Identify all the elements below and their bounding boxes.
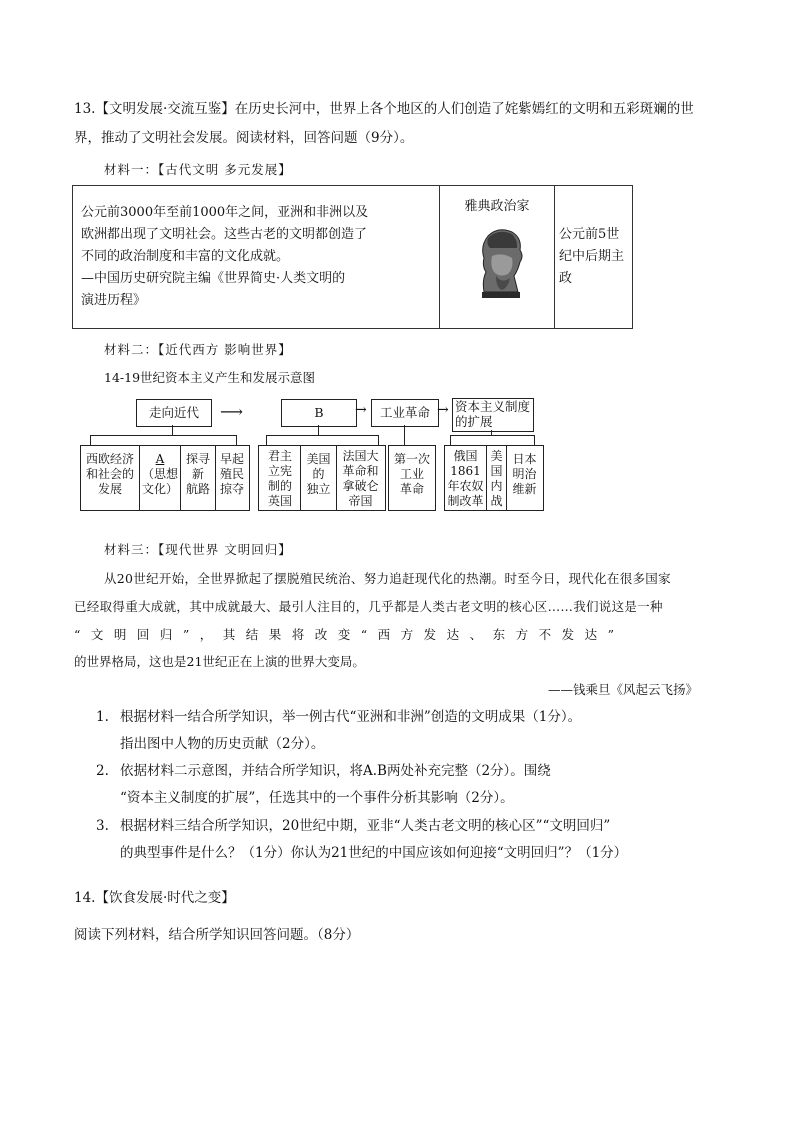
material3-line: 的世界格局，这也是21世纪正在上演的世界大变局。 [74,654,365,669]
cell-text: 探寻 [185,452,210,466]
material3-line: “文明回归”，其结果将改变“西方发达、东方不发达” [74,627,625,642]
connector-line [266,435,267,445]
side-text-line: 公元前5世 [559,227,620,242]
connector-line [378,435,379,445]
material1-text-line: —中国历史研究院主编《世界简史·人类文明的 [81,271,346,286]
material1-table [72,185,633,329]
cell-text: 年农奴 [447,479,484,493]
diagram-title: 14-19世纪资本主义产生和发展示意图 [104,370,316,385]
cell-text: 内 [490,479,503,493]
cell-text: 革命和 [342,464,379,478]
cell-text: 的 [312,467,325,481]
separator [180,446,181,510]
connector-line [90,435,91,445]
cell-meiji [507,452,542,497]
material1-text-line: 演进历程》 [81,293,147,308]
cell-text: 制改革 [447,494,484,508]
side-text-line: 纪中后期主 [559,249,625,264]
material1-text-line: 不同的政治制度和丰富的文化成就。 [81,249,290,264]
cell-text: 日本 [512,452,537,466]
cell-text: 航路 [185,482,210,496]
material2-label: 材料二：【近代西方 影响世界】 [104,342,292,357]
question-number: 1. [96,709,109,725]
cell-text: 美 [490,449,503,463]
connector-line [236,435,237,445]
q14-instruction: 阅读下列材料，结合所学知识回答问题。（8分） [74,927,360,943]
cell-text: 美国 [306,452,331,466]
cell-text: 文化） [141,482,178,496]
image-caption: 雅典政治家 [464,199,530,214]
cell-text: 帝国 [348,494,373,508]
material3-line: 已经取得重大成就，其中成就最大、最引人注目的，几乎都是人类古老文明的核心区……我们说这是一种 [74,599,663,614]
question-2-line1: 依据材料二示意图，并结合所学知识，将A.B两处补充完整（2分）。围绕 [120,763,551,779]
cell-text: 立宪 [267,464,292,478]
q14-header: 14.【饮食发展·时代之变】 [74,890,235,906]
cell-text: 西欧经济 [85,452,134,466]
cell-text: （思想 [141,467,178,481]
question-2-line2: “资本主义制度的扩展”，任选其中的一个事件分析其影响（2分）。 [120,790,514,806]
question-3-line1: 根据材料三结合所学知识，20世纪中期，亚非“人类古老文明的核心区”“文明回归” [120,818,611,834]
cell-text: 掠夺 [219,482,244,496]
connector-line [450,435,534,436]
cell-first-industrial [389,452,435,497]
cell-text: 战 [490,494,503,508]
cell-us-civil-war [487,449,506,509]
connector-line [172,425,173,435]
cell-french-revolution [337,449,384,509]
cell-russia-reform [445,449,486,509]
cell-text: 新 [191,467,204,481]
cell-us-independence [301,452,336,497]
material3-line: 从20世纪开始，全世界掀起了摆脱殖民统治、努力追赶现代化的热潮。时至今日，现代化在很多国家 [104,571,671,586]
cell-a-thought [140,452,180,497]
cell-text: 早起 [219,452,244,466]
material3-label: 材料三：【现代世界 文明回归】 [104,542,292,557]
cell-text: 英国 [267,494,292,508]
arrow-right-icon: → [437,402,449,418]
arrow-right-icon: → [355,402,367,418]
material1-label: 材料一：【古代文明 多元发展】 [104,162,292,177]
question-number: 3. [96,818,109,834]
cell-text: 工业 [399,467,424,481]
cell-text: 革命 [399,482,424,496]
cell-colonial [216,452,248,497]
connector-line [90,435,236,436]
cell-text: 第一次 [393,452,430,466]
question-1-line2: 指出图中人物的历史贡献（2分）。 [120,736,325,752]
cell-text: 俄国 [453,449,478,463]
node-toward-modern: 走向近代 [136,399,212,427]
node-capitalism-expansion [452,398,534,432]
cell-british-monarchy [260,449,300,509]
connector-line [534,435,535,445]
q13-header-line1: 13.【文明发展·交流互鉴】在历史长河中，世界上各个地区的人们创造了姹紫嫣红的文明和五彩斑斓的世 [74,101,694,117]
q13-header-line2: 界，推动了文明社会发展。阅读材料，回答问题（9分）。 [74,130,414,146]
cell-west-europe [82,452,138,497]
material1-text-cell [73,186,440,329]
material1-image-cell [440,186,555,329]
question-1-line1: 根据材料一结合所学知识，举一例古代“亚洲和非洲”创造的文明成果（1分）。 [120,709,582,725]
connector-line [450,435,451,445]
material1-side-cell [555,186,633,329]
cell-new-routes [182,452,214,497]
node-text: 资本主义制度 [455,399,531,414]
node-text: 的扩展 [455,414,493,429]
side-text-line: 政 [559,271,573,286]
connector-line [404,425,405,445]
cell-text: 法国大 [342,449,379,463]
cell-text: 殖民 [219,467,244,481]
cell-text: 独立 [306,482,331,496]
cell-text: 维新 [512,482,537,496]
cell-text: 发展 [97,482,122,496]
cell-text: 君主 [267,449,292,463]
material1-text-line: 公元前3000年至前1000年之间，亚洲和非洲以及 [81,205,369,220]
question-number: 2. [96,763,109,779]
cell-text: 国 [490,464,503,478]
connector-line [318,425,319,435]
cell-text: 制的 [267,479,292,493]
arrow-right-icon: ⟶ [220,402,243,421]
cell-text: 明治 [512,467,537,481]
athenian-statesman-bust-image [462,222,532,302]
question-3-line2: 的典型事件是什么？（1分）你认为21世纪的中国应该如何迎接“文明回归”？（1分） [120,845,628,861]
material3-source: ——钱乘旦《风起云飞扬》 [548,682,699,697]
material1-text-line: 欧洲都出现了文明社会。这些古老的文明都创造了 [81,227,368,242]
node-industrial-revolution: 工业革命 [371,399,439,427]
cell-text: A [155,452,165,466]
cell-text: 和社会的 [85,467,134,481]
cell-text: 拿破仑 [342,479,379,493]
cell-text: 1861 [450,464,481,478]
node-b: B [281,399,357,427]
connector-line [266,435,378,436]
